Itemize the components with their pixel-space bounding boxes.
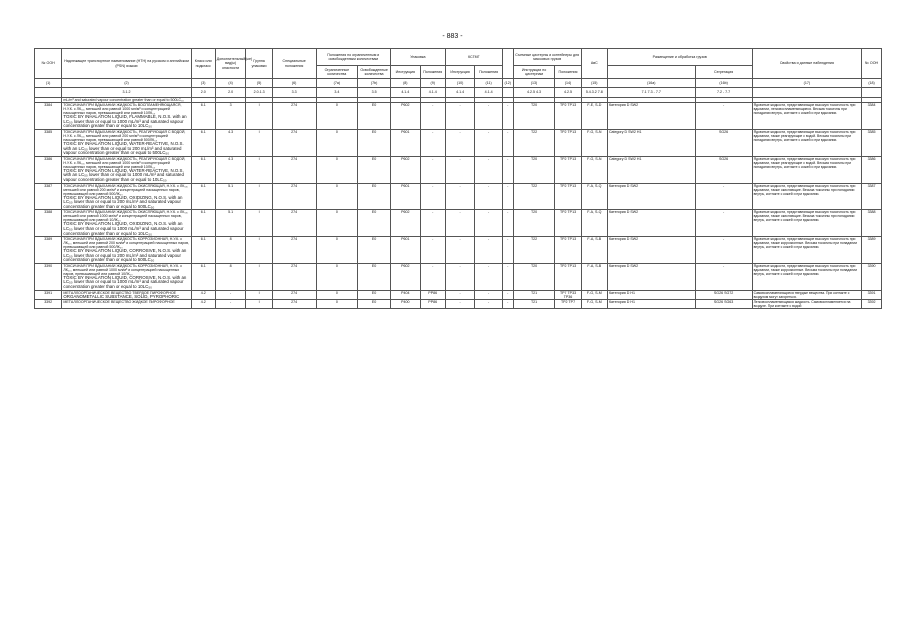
header-tank-prov: Положения <box>555 66 581 79</box>
cell-cls: 6.1 <box>191 237 215 264</box>
column-reference <box>862 88 882 98</box>
cell-x: - <box>502 183 513 210</box>
cell-prop: Ядовитые жидкости, представляющие высокую токсичность при вдыхании, также реагирующие с водой. Весьма токсичны при попадании внутрь, контакте с кожей и при вдыхании. <box>752 156 862 183</box>
header-un: № ООН <box>35 49 62 79</box>
header-stow: Размещение и обработка грузов <box>607 49 752 66</box>
entry-name-en: TOXIC BY INHALATION LIQUID, OXIDIZING, N.O.S. with an LC₅₀ lower than or equal to 1000 mL/m³ and saturated vapour concentration greater than or equal to 10LC₅₀ <box>63 221 184 236</box>
cell-stow: Категория D SW2 <box>607 237 695 264</box>
entry-name-ru: ТОКСИЧНАЯ ПРИ ВДЫХАНИИ ЖИДКОСТЬ ОКИСЛЯЮЩАЯ, Н.У.К. с ЛК₅₀, меньшей или равной 200 мл/м³ и концентрацией насыщенных паров, превышающей или равной 500ЛК₅₀ <box>63 183 189 196</box>
cell-t: T21 <box>513 300 555 309</box>
cell-pg: I <box>246 103 272 130</box>
cell-stow: Категория D SW2 <box>607 183 695 210</box>
cell-pp: - <box>420 129 445 156</box>
column-number: (10) <box>445 79 475 88</box>
header-pack: Упаковка <box>391 49 446 66</box>
entry-name <box>62 263 191 290</box>
cell-stow: Категория D SW2 <box>607 263 695 290</box>
cell-tp: TP2 TP13 <box>555 103 581 130</box>
cell-sub: 4.3 <box>215 156 246 183</box>
cell-tp: TP2 TP13 <box>555 156 581 183</box>
cell-prop: Легковоспламеняющаяся жидкость. Самовоспламеняется на воздухе. При контакте с водой <box>752 300 862 309</box>
cell-seg: SG26 SG72 <box>695 290 752 300</box>
cell-seg: - <box>695 237 752 264</box>
cell-un: 3390 <box>35 263 62 290</box>
entry-name-ru: ТОКСИЧНАЯ ПРИ ВДЫХАНИИ ЖИДКОСТЬ ОКИСЛЯЮЩАЯ, Н.У.К. с ЛК₅₀, меньшей или равной 1000 мл/м³ и концентрацией насыщенных паров, превышающей или равной 10ЛК₅₀ <box>63 210 189 223</box>
header-pack-ins: Инструкция <box>391 66 421 79</box>
column-reference <box>35 88 62 98</box>
cell-seg: - <box>695 103 752 130</box>
cell-cls: 4.2 <box>191 300 215 309</box>
cell-pi: P601 <box>391 129 421 156</box>
cell-x: - <box>502 103 513 130</box>
entry-name-en: TOXIC BY INHALATION LIQUID, WATER-REACTIVE, N.O.S. with an LC₅₀ lower than or equal to 200 mL/m³ and saturated vapour concentration greater than or equal to 500LC₅₀ <box>63 140 184 156</box>
cell-x: - <box>502 263 513 290</box>
cell-ibcp: - <box>475 263 502 290</box>
cell-sub: 5.1 <box>215 210 246 237</box>
cell-sub: - <box>215 300 246 309</box>
column-reference: 4.1.4 <box>445 88 475 98</box>
column-reference: 3.1.2 <box>62 88 191 98</box>
entry-name-ru: МЕТАЛЛООРГАНИЧЕСКОЕ ВЕЩЕСТВО ЖИДКОЕ ПИРОФОРНОЕ <box>63 300 175 305</box>
cell-sp: 274 <box>272 237 316 264</box>
header-pack-prov: Положения <box>420 66 445 79</box>
cell-seg: SG26 <box>695 129 752 156</box>
table-row <box>35 156 882 183</box>
column-reference: 4.2.5 <box>555 88 581 98</box>
cell-x: - <box>502 129 513 156</box>
column-reference-row <box>35 88 882 98</box>
cell-un2: 3387 <box>862 183 882 210</box>
cell-ibc: - <box>445 263 475 290</box>
cell-sp: 274 <box>272 103 316 130</box>
column-reference: 4.1.4 <box>391 88 421 98</box>
cell-ibcp: - <box>475 237 502 264</box>
cell-pp: PP86 <box>420 290 445 300</box>
cell-ibc: - <box>445 183 475 210</box>
cell-pp: - <box>420 210 445 237</box>
cell-ibc: - <box>445 300 475 309</box>
entry-name-en: TOXIC BY INHALATION LIQUID, WATER-REACTIVE, N.O.S. with an LC₅₀ lower than or equal to 1000 mL/m³ and saturated vapour concentration greater than or equal to 10LC₅₀ <box>63 167 184 182</box>
cell-lq: 0 <box>316 103 358 130</box>
cell-eq: E0 <box>358 210 391 237</box>
cell-ibcp: - <box>475 183 502 210</box>
cell-t: T20 <box>513 103 555 130</box>
column-number: (14) <box>555 79 581 88</box>
header-class: Класс или подкласс <box>191 49 215 79</box>
cell-pg: I <box>246 129 272 156</box>
cell-ibc: - <box>445 210 475 237</box>
cell-pg: I <box>246 156 272 183</box>
cell-lq: 0 <box>316 129 358 156</box>
column-number: (2) <box>62 79 191 88</box>
column-number: (9) <box>420 79 445 88</box>
dangerous-goods-table <box>34 48 882 309</box>
cell-ems: F-A, S-B <box>581 263 607 290</box>
column-number: (12) <box>502 79 513 88</box>
column-number: (7b) <box>358 79 391 88</box>
cell-stow: Категория D H1 <box>607 290 695 300</box>
cell-eq: E0 <box>358 290 391 300</box>
table-row <box>35 183 882 210</box>
column-reference: 4.1.4 <box>475 88 502 98</box>
entry-name-ru: МЕТАЛЛООРГАНИЧЕСКОЕ ВЕЩЕСТВО ТВЕРДОЕ ПИРОФОРНОЕ <box>63 290 177 295</box>
cell-un: 3387 <box>35 183 62 210</box>
cell-ibc: - <box>445 129 475 156</box>
cell-t: T20 <box>513 210 555 237</box>
entry-name-ru: ТОКСИЧНАЯ ПРИ ВДЫХАНИИ ЖИДКОСТЬ ВОСПЛАМЕНЯЮЩАЯСЯ, Н.У.К. с ЛК₅₀, меньшей или равной 1000 мл/м³ и концентрацией насыщенных паров, превышающей или равной 10ЛК₅₀ <box>63 103 182 116</box>
page-number: - 883 - <box>442 33 463 40</box>
cell-ems: F-E, S-D <box>581 103 607 130</box>
cell-cls: 4.2 <box>191 290 215 300</box>
cell-un2: 3384 <box>862 103 882 130</box>
cell-lq: 0 <box>316 183 358 210</box>
entry-name <box>62 300 191 309</box>
entry-name-en: TOXIC BY INHALATION LIQUID, FLAMMABLE, N.O.S. with an LC₅₀ lower than or equal to 1000 mL/m³ and saturated vapour concentration greater than or equal to 10LC₅₀ <box>63 114 187 129</box>
cell-stow: Category D SW2 H1 <box>607 156 695 183</box>
cell-ibc: - <box>445 103 475 130</box>
table-row <box>35 300 882 309</box>
cell-pi: P602 <box>391 156 421 183</box>
column-number: (5) <box>246 79 272 88</box>
cell-un: 3388 <box>35 210 62 237</box>
cell-lq: 0 <box>316 300 358 309</box>
cell-sp: 274 <box>272 300 316 309</box>
cell-un2: 3392 <box>862 300 882 309</box>
cell-seg: - <box>695 183 752 210</box>
cell-t: T22 <box>513 129 555 156</box>
cell-sub: 8 <box>215 263 246 290</box>
cell-ems: F-G, S-N <box>581 129 607 156</box>
cell-pi: P602 <box>391 103 421 130</box>
cell-prop: Ядовитые жидкости, представляющие высокую токсичность при вдыхании, также реагирующие с водой. Весьма токсичны при попадании внутрь, контакте с кожей и при вдыхании. <box>752 129 862 156</box>
column-number: (7a) <box>316 79 358 88</box>
cell-un2: 3389 <box>862 237 882 264</box>
entry-name <box>62 103 191 130</box>
cell-un: 3389 <box>35 237 62 264</box>
cell-t: T22 <box>513 183 555 210</box>
entry-name <box>62 156 191 183</box>
entry-name-en: TOXIC BY INHALATION LIQUID, CORROSIVE, N.O.S. with an LC₅₀ lower than or equal to 200 mL/m³ and saturated vapour concentration greater than or equal to 500LC₅₀ <box>63 248 187 263</box>
header-lq: Положения по ограниченным и освобожденным количествам <box>316 49 391 66</box>
header-subsid: Дополнительный(ые) вид(ы) опасности <box>215 49 246 79</box>
entry-name-ru: ТОКСИЧНАЯ ПРИ ВДЫХАНИИ ЖИДКОСТЬ, РЕАГИРУЮЩАЯ С ВОДОЙ, Н.У.К. с ЛК₅₀, меньшей или равной 200 мл/м³ и концентрацией насыщенных паров, превышающей или равной 500ЛК₅₀ <box>63 129 186 142</box>
header-ems: АвС <box>581 49 607 79</box>
header-ibc-ins: Инструкция <box>445 66 475 79</box>
entry-name <box>62 183 191 210</box>
column-reference: 2.0.1.3 <box>246 88 272 98</box>
cell-eq: E0 <box>358 263 391 290</box>
cell-pg: I <box>246 183 272 210</box>
cell-pp: - <box>420 263 445 290</box>
column-number: (15) <box>581 79 607 88</box>
column-reference: 4.1.4 <box>420 88 445 98</box>
cell-stow: Категория D H1 <box>607 300 695 309</box>
column-number: (16a) <box>607 79 695 88</box>
cell-seg: SG26 <box>695 156 752 183</box>
column-reference <box>502 88 513 98</box>
cell-t: T21 <box>513 290 555 300</box>
cell-pi: P400 <box>391 300 421 309</box>
header-blank <box>502 49 513 79</box>
cell-ems: F-G, S-M <box>581 300 607 309</box>
column-reference: 3.5 <box>358 88 391 98</box>
cell-prop: Самовоспламеняющиеся твердые вещества. При контакте с воздухом могут загореться. <box>752 290 862 300</box>
cell-pg: I <box>246 263 272 290</box>
header-sp: Специальные положения <box>272 49 316 79</box>
cell-sp: 274 <box>272 263 316 290</box>
table-row <box>35 290 882 300</box>
pre-text: mL/m³ and saturated vapour concentration greater than or equal to 500LC₅₀ <box>62 98 191 103</box>
cell-un: 3392 <box>35 300 62 309</box>
cell-pp: - <box>420 237 445 264</box>
cell-pp: PP86 <box>420 300 445 309</box>
entry-name-en: TOXIC BY INHALATION LIQUID, CORROSIVE, N.O.S. with an LC₅₀ lower than or equal to 1000 mL/m³ and saturated vapour concentration greater than or equal to 10LC₅₀ <box>63 274 187 290</box>
cell-ibcp: - <box>475 103 502 130</box>
column-reference: 3.3 <box>272 88 316 98</box>
cell-lq: 0 <box>316 237 358 264</box>
column-number: (4) <box>215 79 246 88</box>
column-reference: 5.4.3.2 7.8 <box>581 88 607 98</box>
cell-lq: 0 <box>316 156 358 183</box>
cell-tp: TP2 TP7 <box>555 300 581 309</box>
cell-ibc: - <box>445 237 475 264</box>
cell-pi: P404 <box>391 290 421 300</box>
cell-pi: P601 <box>391 237 421 264</box>
cell-eq: E0 <box>358 183 391 210</box>
cell-seg: - <box>695 263 752 290</box>
column-reference: 7.1 7.3 - 7.7 <box>607 88 695 98</box>
cell-pp: - <box>420 103 445 130</box>
cell-stow: Категория D SW2 <box>607 103 695 130</box>
cell-stow: Категория D SW2 <box>607 210 695 237</box>
header-lq-a: Ограниченные количества <box>316 66 358 79</box>
cell-stow: Category D SW2 H1 <box>607 129 695 156</box>
cell-t: T20 <box>513 156 555 183</box>
header-seg: Сегрегация <box>695 66 752 79</box>
cell-pp: - <box>420 156 445 183</box>
cell-prop: Ядовитые жидкости, представляющие высокую токсичность при вдыхании, также коррозионные. Весьма токсичны при попадании внутрь, контакте с кожей и при вдыхании. <box>752 263 862 290</box>
cell-cls: 6.1 <box>191 263 215 290</box>
header-tank: Съемные цистерны и контейнеры для массовых грузов <box>513 49 581 66</box>
cell-un: 3384 <box>35 103 62 130</box>
cell-cls: 6.1 <box>191 156 215 183</box>
cell-x: - <box>502 300 513 309</box>
cell-lq: 0 <box>316 290 358 300</box>
header-lq-b: Освобожденные количества <box>358 66 391 79</box>
header-stow-a <box>607 66 695 79</box>
header-name: Надлежащее транспортное наименование (НТН) на русском и английском (PSN) языках <box>62 49 191 79</box>
cell-pg: I <box>246 290 272 300</box>
cell-sub: 4.3 <box>215 129 246 156</box>
column-number: (8) <box>391 79 421 88</box>
cell-prop: Ядовитые жидкости, представляющие высокую токсичность при вдыхании, также окисляющие. Весьма токсичны при попадании внутрь, контакте с кожей и при вдыхании. <box>752 183 862 210</box>
cell-ibc: - <box>445 290 475 300</box>
cell-tp: TP2 TP13 <box>555 210 581 237</box>
column-reference: 7.2 - 7.7 <box>695 88 752 98</box>
cell-tp: TP7 TP33 TP36 <box>555 290 581 300</box>
cell-eq: E0 <box>358 156 391 183</box>
cell-x: - <box>502 156 513 183</box>
cell-sp: 274 <box>272 210 316 237</box>
cell-un2: 3390 <box>862 263 882 290</box>
cell-pi: P601 <box>391 183 421 210</box>
cell-ibcp: - <box>475 290 502 300</box>
entry-name <box>62 290 191 300</box>
header-tank-ins: Инструкции по цистернам <box>513 66 555 79</box>
cell-ems: F-G, S-M <box>581 290 607 300</box>
column-number: (18) <box>862 79 882 88</box>
cell-pp: - <box>420 183 445 210</box>
entry-name <box>62 210 191 237</box>
column-number: (6) <box>272 79 316 88</box>
cell-tp: TP2 TP13 <box>555 129 581 156</box>
cell-t: T20 <box>513 263 555 290</box>
cell-lq: 0 <box>316 263 358 290</box>
cell-un: 3385 <box>35 129 62 156</box>
cell-un2: 3386 <box>862 156 882 183</box>
column-reference: 4.2.5 4.3 <box>513 88 555 98</box>
cell-prop: Ядовитые жидкости, представляющие высокую токсичность при вдыхании, также коррозионные. Весьма токсичны при попадании внутрь, контакте с кожей и при вдыхании. <box>752 237 862 264</box>
table-row <box>35 129 882 156</box>
cell-cls: 6.1 <box>191 103 215 130</box>
cell-eq: E0 <box>358 103 391 130</box>
table-row <box>35 263 882 290</box>
cell-pg: I <box>246 210 272 237</box>
column-number: (16b) <box>695 79 752 88</box>
cell-sub: 3 <box>215 103 246 130</box>
cell-eq: E0 <box>358 300 391 309</box>
cell-x: - <box>502 210 513 237</box>
cell-pg: I <box>246 300 272 309</box>
table-row <box>35 103 882 130</box>
column-number: (17) <box>752 79 862 88</box>
entry-name <box>62 237 191 264</box>
column-reference: 2.0 <box>191 88 215 98</box>
column-number: (3) <box>191 79 215 88</box>
column-number: (1) <box>35 79 62 88</box>
cell-pi: P602 <box>391 210 421 237</box>
entry-name-ru: ТОКСИЧНАЯ ПРИ ВДЫХАНИИ ЖИДКОСТЬ, РЕАГИРУЮЩАЯ С ВОДОЙ, Н.У.К. с ЛК₅₀, меньшей или равной 1000 мл/м³ и концентрацией насыщенных паров, превышающей или равной 10ЛК₅₀ <box>63 156 186 169</box>
entry-name-en: ORGANOMETALLIC SUBSTANCE, SOLID, PYROPHORIC <box>63 293 180 299</box>
cell-eq: E0 <box>358 237 391 264</box>
cell-pg: I <box>246 237 272 264</box>
cell-lq: 0 <box>316 210 358 237</box>
cell-ems: F-A, S-Q <box>581 183 607 210</box>
entry-name <box>62 129 191 156</box>
cell-ibcp: - <box>475 156 502 183</box>
column-reference: 3.4 <box>316 88 358 98</box>
cell-ibc: - <box>445 156 475 183</box>
cell-sp: 274 <box>272 290 316 300</box>
cell-ems: F-A, S-B <box>581 237 607 264</box>
column-number: (11) <box>475 79 502 88</box>
cell-ems: F-G, S-N <box>581 156 607 183</box>
column-reference <box>752 88 862 98</box>
cell-t: T22 <box>513 237 555 264</box>
cell-sp: 274 <box>272 183 316 210</box>
cell-sp: 274 <box>272 129 316 156</box>
cell-sub: - <box>215 290 246 300</box>
table-row <box>35 210 882 237</box>
cell-seg: SG26 SG63 <box>695 300 752 309</box>
cell-tp: TP2 TP13 <box>555 263 581 290</box>
column-number-row <box>35 79 882 88</box>
cell-prop: Ядовитые жидкости, представляющие высокую токсичность при вдыхании, также окисляющие. Весьма токсичны при попадании внутрь, контакте с кожей и при вдыхании. <box>752 210 862 237</box>
header-prop: Свойства и данные наблюдения <box>752 49 862 79</box>
cell-tp: TP2 TP13 <box>555 183 581 210</box>
cell-x: - <box>502 290 513 300</box>
cell-cls: 6.1 <box>191 183 215 210</box>
cell-sub: 8 <box>215 237 246 264</box>
cell-un2: 3391 <box>862 290 882 300</box>
cell-ibcp: - <box>475 300 502 309</box>
cell-cls: 6.1 <box>191 129 215 156</box>
header-ibc: КСГМГ <box>445 49 502 66</box>
cell-un: 3386 <box>35 156 62 183</box>
entry-name-en: TOXIC BY INHALATION LIQUID, OXIDIZING, N.O.S. with an LC₅₀ lower than or equal to 200 mL/m³ and saturated vapour concentration greater than or equal to 500LC₅₀ <box>63 194 183 209</box>
cell-seg: - <box>695 210 752 237</box>
cell-ibcp: - <box>475 129 502 156</box>
entry-name-ru: ТОКСИЧНАЯ ПРИ ВДЫХАНИИ ЖИДКОСТЬ КОРРОЗИОННАЯ, Н.У.К. с ЛК₅₀, меньшей или равной 1000 мл/м³ и концентрацией насыщенных паров, превышающей или равной 10ЛК₅₀ <box>63 263 183 276</box>
header-un2: № ООН <box>862 49 882 79</box>
column-reference: 2.0 <box>215 88 246 98</box>
header-ibc-prov: Положения <box>475 66 502 79</box>
cell-cls: 6.1 <box>191 210 215 237</box>
cell-eq: E0 <box>358 129 391 156</box>
column-number: (13) <box>513 79 555 88</box>
cell-un: 3391 <box>35 290 62 300</box>
cell-pi: P602 <box>391 263 421 290</box>
table-row <box>35 237 882 264</box>
cell-ems: F-A, S-Q <box>581 210 607 237</box>
cell-ibcp: - <box>475 210 502 237</box>
cell-un2: 3388 <box>862 210 882 237</box>
cell-prop: Ядовитые жидкости, представляющие высокую токсичность при вдыхании, легковоспламеняющиеся. Весьма токсичны при попадании внутрь, контакте с кожей и при вдыхании. <box>752 103 862 130</box>
cell-sub: 5.1 <box>215 183 246 210</box>
header-pg: Группа упаковки <box>246 49 272 79</box>
cell-un2: 3385 <box>862 129 882 156</box>
cell-tp: TP2 TP13 <box>555 237 581 264</box>
cell-sp: 274 <box>272 156 316 183</box>
entry-name-ru: ТОКСИЧНАЯ ПРИ ВДЫХАНИИ ЖИДКОСТЬ КОРРОЗИОННАЯ, Н.У.К. с ЛК₅₀, меньшей или равной 200 мл/м³ и концентрацией насыщенных паров, превышающей или равной 500ЛК₅₀ <box>63 237 190 250</box>
cell-x: - <box>502 237 513 264</box>
